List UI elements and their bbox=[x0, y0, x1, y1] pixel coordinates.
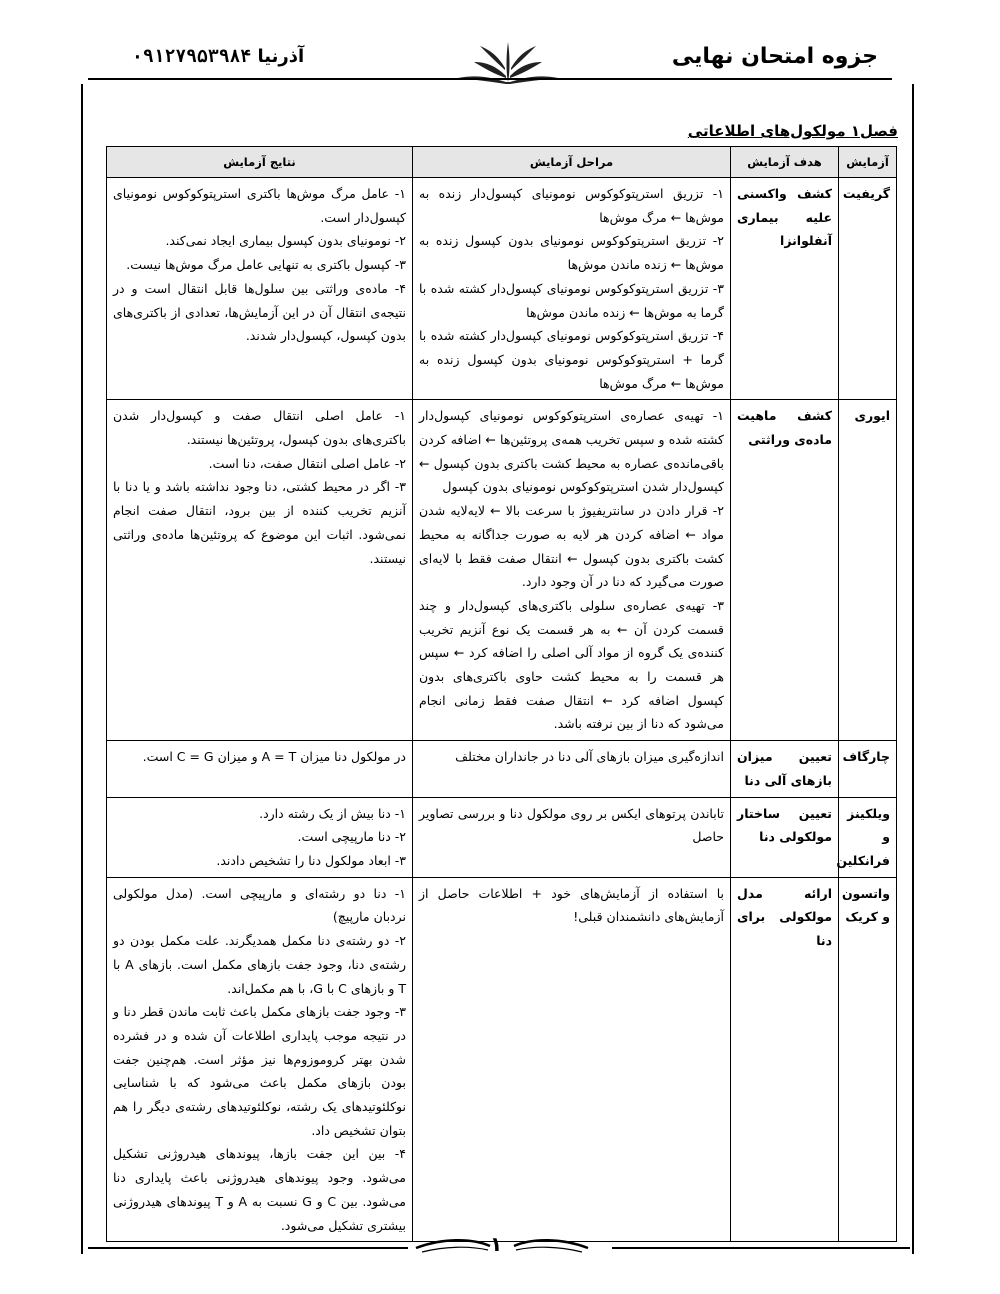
table-row bbox=[107, 400, 897, 741]
result-item: ۳- اگر در محیط کشتی، دنا وجود نداشته باشد و یا دنا با آنزیم تخریب کننده از بین برود، انتقال صفت انجام نمی‌شود. اثبات این موضوع که پروتئین‌ها ماده‌ی وراثتی نیستند. bbox=[113, 479, 406, 566]
step-item: ۱- تهیه‌ی عصاره‌ی استرپتوکوکوس نومونیای کپسول‌دار کشته شده و سپس تخریب همه‌ی پروتئین‌ها ← اضافه کردن باقی‌مانده‌ی عصاره به محیط کشت باکتری بدون کپسول ← کپسول‌دار شدن استرپتوکوکوس نومونیای بدون کپسول bbox=[419, 408, 724, 495]
experiment-goal: کشف ماهیت ماده‌ی وراثتی bbox=[731, 400, 839, 741]
header-rule bbox=[88, 78, 892, 80]
result-item: ۲- دو رشته‌ی دنا مکمل همدیگرند. علت مکمل بودن دو رشته‌ی دنا، وجود جفت بازهای مکمل است. بازهای A با T و بازهای C با G، با هم مکمل‌اند. bbox=[113, 933, 406, 996]
experiment-goal: تعیین ساختار مولکولی دنا bbox=[731, 797, 839, 877]
header-experiment: آزمایش bbox=[839, 147, 897, 178]
table-row bbox=[107, 797, 897, 877]
step-item: اندازه‌گیری میزان بازهای آلی دنا در جانداران مختلف bbox=[455, 749, 724, 765]
header-results: نتایج آزمایش bbox=[107, 147, 413, 178]
table-row bbox=[107, 178, 897, 400]
experiment-goal: تعیین میزان بازهای آلی دنا bbox=[731, 741, 839, 797]
experiment-results bbox=[107, 400, 413, 741]
step-item: ۲- تزریق استرپتوکوکوس نومونیای بدون کپسول زنده به موش‌ها ← زنده ماندن موش‌ها bbox=[419, 233, 724, 273]
experiment-steps bbox=[413, 741, 731, 797]
document-title: جزوه امتحان نهایی bbox=[671, 44, 878, 69]
experiment-goal: کشف واکسنی علیه بیماری آنفلوانزا bbox=[731, 178, 839, 400]
result-item: ۴- بین این جفت بازها، پیوندهای هیدروژنی تشکیل می‌شود. وجود پیوندهای هیدروژنی باعث پایداری دنا می‌شود. بین C و G نسبت به A و T پیوندهای هیدروژنی بیشتری تشکیل می‌شود. bbox=[113, 1146, 407, 1233]
footer-rule-right bbox=[612, 1247, 910, 1249]
table-row bbox=[107, 741, 897, 797]
experiment-name: ایوری bbox=[839, 400, 897, 741]
step-item: ۲- قرار دادن در سانتریفیوژ با سرعت بالا ← لایه‌لایه شدن مواد ← اضافه کردن هر لایه به صورت جداگانه به محیط کشت باکتری بدون کپسول ← انتقال صفت فقط با لایه‌ای صورت می‌گیرد که دنا در آن وجود دارد. bbox=[419, 503, 724, 590]
experiment-steps bbox=[413, 877, 731, 1242]
result-item: ۱- دنا بیش از یک رشته دارد. bbox=[259, 805, 406, 821]
result-item: ۱- دنا دو رشته‌ای و مارپیچی است. (مدل مولکولی نردبان مارپیچ) bbox=[113, 885, 406, 925]
result-item: ۱- عامل اصلی انتقال صفت و کپسول‌دار شدن باکتری‌های بدون کپسول، پروتئین‌ها نیستند. bbox=[113, 408, 406, 448]
result-item: ۳- ابعاد مولکول دنا را تشخیص دادند. bbox=[216, 852, 406, 868]
step-item: ۳- تزریق استرپتوکوکوس نومونیای کپسول‌دار کشته شده با گرما به موش‌ها ← زنده ماندن موش‌ها bbox=[419, 280, 724, 320]
experiment-results bbox=[107, 741, 413, 797]
phone-number: ۰۹۱۲۷۹۵۳۹۸۴ bbox=[132, 46, 252, 67]
experiment-steps bbox=[413, 178, 731, 400]
author-name: آذرنیا bbox=[257, 46, 305, 67]
experiment-name: گریفیت bbox=[839, 178, 897, 400]
experiment-name: واتسون و کریک bbox=[839, 877, 897, 1242]
experiments-table bbox=[106, 146, 897, 1242]
header-goal: هدف آزمایش bbox=[731, 147, 839, 178]
step-item: ۱- تزریق استرپتوکوکوس نومونیای کپسول‌دار زنده به موش‌ها ← مرگ موش‌ها bbox=[419, 186, 724, 225]
author-contact bbox=[132, 46, 304, 67]
step-item: با استفاده از آزمایش‌های خود + اطلاعات حاصل از آزمایش‌های دانشمندان قبلی! bbox=[419, 885, 724, 925]
result-item: ۳- کپسول باکتری به تنهایی عامل مرگ موش‌ها نیست. bbox=[126, 257, 406, 273]
experiment-goal: ارائه مدل مولکولی برای دنا bbox=[731, 877, 839, 1242]
experiment-steps bbox=[413, 400, 731, 741]
table-header-row bbox=[107, 147, 897, 178]
chapter-title: فصل۱ مولکول‌های اطلاعاتی bbox=[687, 122, 898, 140]
experiment-results bbox=[107, 178, 413, 400]
step-item: ۴- تزریق استرپتوکوکوس نومونیای کپسول‌دار کشته شده با گرما + استرپتوکوکوس نومونیای بدون کپسول زنده به موش‌ها ← مرگ موش‌ها bbox=[419, 328, 724, 391]
page-number: ۱ bbox=[490, 1232, 503, 1256]
result-item: ۴- ماده‌ی وراثتی بین سلول‌ها قابل انتقال است و در نتیجه‌ی انتقال آن در این آزمایش‌ها، تعدادی از باکتری‌های بدون کپسول، کپسول‌دار شدند. bbox=[113, 280, 406, 344]
table-row bbox=[107, 877, 897, 1242]
experiment-steps bbox=[413, 797, 731, 877]
frame-left-border bbox=[81, 84, 83, 1254]
result-item: ۲- نومونیای بدون کپسول بیماری ایجاد نمی‌کند. bbox=[165, 233, 406, 249]
experiment-results bbox=[107, 797, 413, 877]
header-steps: مراحل آزمایش bbox=[413, 147, 731, 178]
frame-right-border bbox=[912, 84, 914, 1254]
result-item: ۲- دنا مارپیچی است. bbox=[297, 829, 406, 845]
experiment-name: چارگاف bbox=[839, 741, 897, 797]
experiment-name: ویلکینز و فرانکلین bbox=[839, 797, 897, 877]
result-item: در مولکول دنا میزان A = T و میزان C = G است. bbox=[142, 749, 406, 765]
result-item: ۱- عامل مرگ موش‌ها باکتری استرپتوکوکوس نومونیای کپسول‌دار است. bbox=[113, 186, 406, 225]
experiment-results bbox=[107, 877, 413, 1242]
result-item: ۳- وجود جفت بازهای مکمل باعث ثابت ماندن قطر دنا و در نتیجه موجب پایداری اطلاعات آن شده و در فشرده شدن بهتر کروموزوم‌ها نیز مؤثر است. هم‌چنین جفت بودن بازهای مکمل باعث می‌شود که با شناسایی نوکلئوتیدهای یک رشته، نوکلئوتیدهای رشته‌ی دیگر را هم بتوان تشخیص داد. bbox=[113, 1004, 406, 1138]
step-item: ۳- تهیه‌ی عصاره‌ی سلولی باکتری‌های کپسول‌دار و چند قسمت کردن آن ← به هر قسمت یک نوع آنزیم تخریب کننده‌ی یک گروه از مواد آلی اصلی را اضافه کرد ← سپس هر قسمت را به محیط کشت حاوی باکتری‌های بدون کپسول اضافه کرد ← انتقال صفت فقط زمانی انجام می‌شود که دنا از بین نرفته باشد. bbox=[419, 597, 724, 732]
step-item: تاباندن پرتوهای ایکس بر روی مولکول دنا و بررسی تصاویر حاصل bbox=[419, 805, 724, 845]
footer-rule-left bbox=[88, 1247, 408, 1249]
result-item: ۲- عامل اصلی انتقال صفت، دنا است. bbox=[208, 455, 406, 471]
